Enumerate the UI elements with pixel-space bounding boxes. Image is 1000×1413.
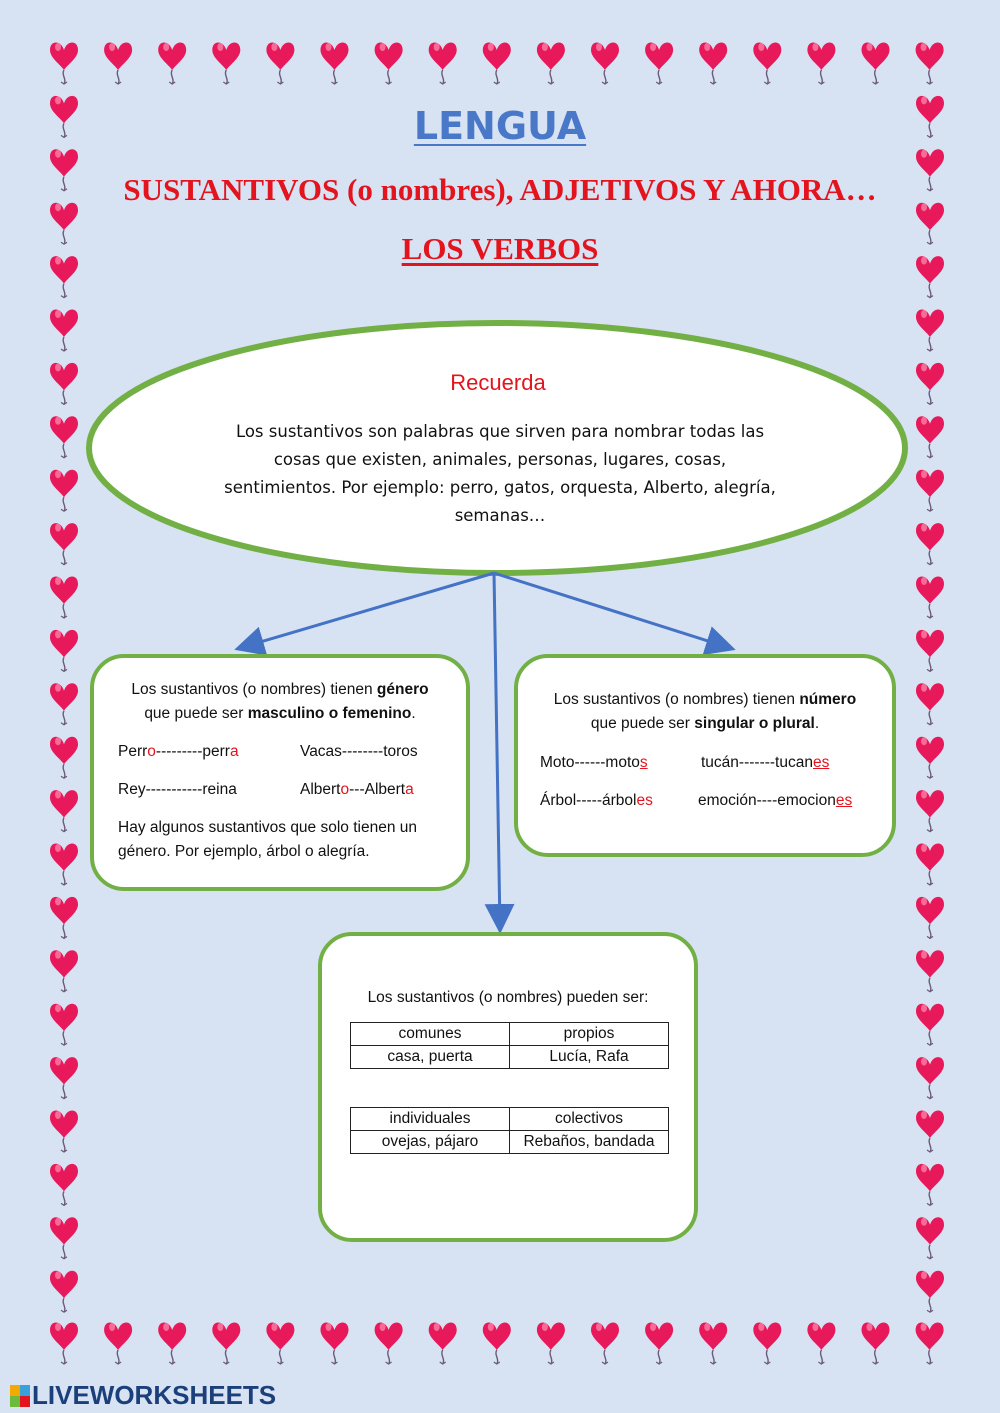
comunes-propios-table xyxy=(350,1022,669,1069)
numero-intro: Los sustantivos (o nombres) tienen número que puede ser singular o plural. xyxy=(553,691,857,732)
page-subtitle-verbs: LOS VERBOS xyxy=(401,231,599,266)
table-row xyxy=(351,1046,669,1069)
tipos-box xyxy=(318,932,698,1242)
genero-box xyxy=(90,654,470,891)
arrow-right xyxy=(494,573,730,648)
genero-example-rey: Rey-----------reina xyxy=(118,781,237,798)
page-subtitle: SUSTANTIVOS (o nombres), ADJETIVOS Y AHORA… xyxy=(123,172,877,207)
page-title: LENGUA xyxy=(413,104,587,148)
individuales-colectivos-table xyxy=(350,1107,669,1154)
recuerda-text: Los sustantivos son palabras que sirven para nombrar todas las cosas que existen, animales, personas, lugares, cosas, sentimientos. Por ejemplo: perro, gatos, orquesta, Alberto, alegría, semanas… xyxy=(224,422,776,525)
table-row xyxy=(351,1131,669,1154)
numero-box xyxy=(514,654,896,857)
table-cell: comunes xyxy=(351,1023,510,1046)
table-cell: Lucía, Rafa xyxy=(510,1046,669,1069)
numero-example-tucan: tucán-------tucanes xyxy=(701,754,830,771)
genero-example-vacas: Vacas--------toros xyxy=(300,743,418,760)
table-row xyxy=(351,1108,669,1131)
numero-example-moto: Moto------motos xyxy=(540,754,648,771)
table-cell: ovejas, pájaro xyxy=(351,1131,510,1154)
genero-note: Hay algunos sustantivos que solo tienen un género. Por ejemplo, árbol o alegría. xyxy=(118,819,418,860)
table-cell: Rebaños, bandada xyxy=(510,1131,669,1154)
numero-example-emocion: emoción----emociones xyxy=(698,792,853,809)
table-cell: casa, puerta xyxy=(351,1046,510,1069)
numero-example-arbol: Árbol-----árboles xyxy=(540,792,653,809)
arrow-left xyxy=(240,573,494,648)
liveworksheets-logo-icon xyxy=(10,1385,30,1407)
liveworksheets-logo-text: LIVEWORKSHEETS xyxy=(32,1380,277,1410)
table-cell: colectivos xyxy=(510,1108,669,1131)
tipos-intro: Los sustantivos (o nombres) pueden ser: xyxy=(367,989,649,1006)
arrow-down xyxy=(494,573,500,928)
table-cell: propios xyxy=(510,1023,669,1046)
genero-example-perro: Perro---------perra xyxy=(118,743,239,760)
liveworksheets-logo xyxy=(10,1380,276,1411)
genero-example-alberto: Alberto---Alberta xyxy=(300,781,414,798)
genero-intro: Los sustantivos (o nombres) tienen género que puede ser masculino o femenino. xyxy=(131,681,429,722)
recuerda-heading: Recuerda xyxy=(450,370,546,395)
table-row xyxy=(351,1023,669,1046)
table-cell: individuales xyxy=(351,1108,510,1131)
